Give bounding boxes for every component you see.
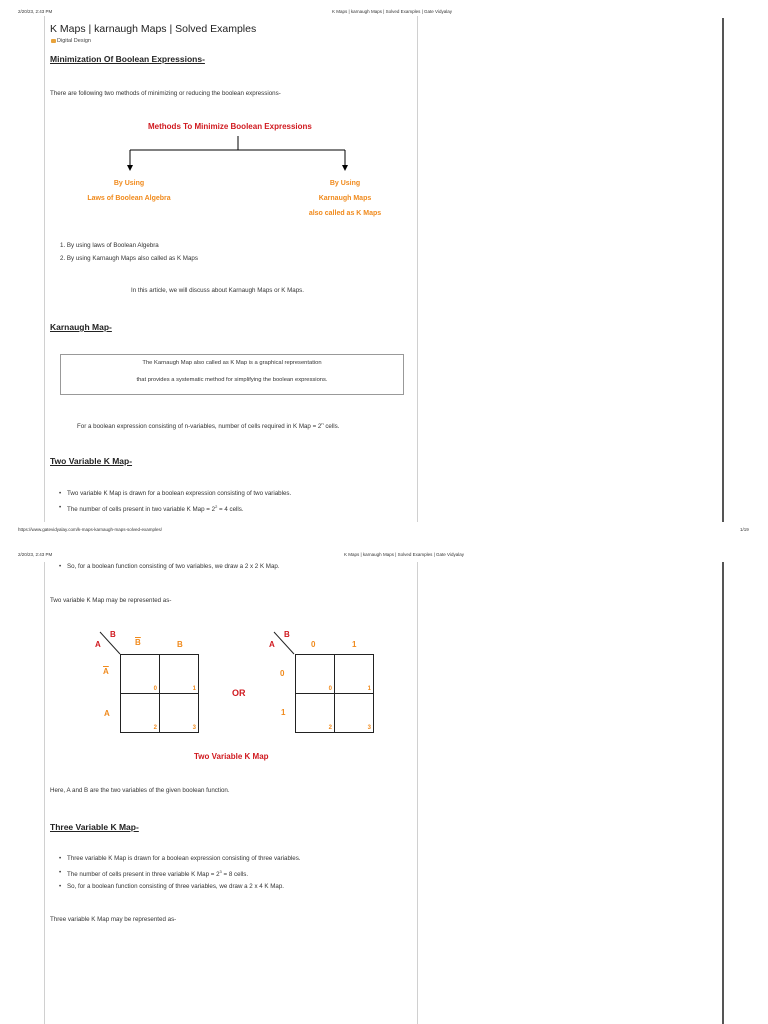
discuss-text: In this article, we will discuss about Karnaugh Maps or K Maps. [131, 287, 304, 294]
kmap-1-var-b: B [110, 630, 116, 639]
diagram-root: Methods To Minimize Boolean Expressions [148, 122, 312, 131]
two-var-bullet-2: • The number of cells present in two variable K Map = $2^2 = 4$ cells. [67, 504, 244, 513]
kmap-2-row-0: 0 [280, 669, 285, 678]
kmap-1-cell-2: 2 [120, 693, 160, 733]
page-gap [0, 536, 768, 548]
minimization-intro: There are following two methods of minimizing or reducing the boolean expressions- [50, 90, 281, 97]
two-var-bullet-1: • Two variable K Map is drawn for a boolean expression consisting of two variables. [67, 490, 291, 497]
methods-list-item: 2. By using Karnaugh Maps also called as K Maps [60, 255, 198, 262]
definition-line2: that provides a systematic method for simplifying the boolean expressions. [136, 377, 328, 383]
content-border-left-2 [44, 562, 45, 1024]
print-page-title: K Maps | karnaugh Maps | Solved Examples | Gate Vidyalay [332, 9, 452, 14]
kmap-or-label: OR [232, 688, 246, 698]
kmap-1-row-abar: $\overline{A}$ [103, 667, 109, 676]
methods-list [60, 239, 198, 265]
content-border-right-2 [417, 562, 418, 1024]
kmap-1-row-a: A [104, 709, 110, 718]
kmap-1-cell-3: 3 [159, 693, 199, 733]
cells-formula: For a boolean expression consisting of n-variables, number of cells required in K Map = $2^n$ cells. [77, 421, 340, 431]
article-title: K Maps | karnaugh Maps | Solved Examples [50, 23, 257, 35]
kmap-2-cell-0: 0 [295, 654, 335, 694]
kmap-2-var-b: B [284, 630, 290, 639]
kmap-1-cell-1: 1 [159, 654, 199, 694]
kmap-2-var-a: A [269, 640, 275, 649]
print-datetime-2: 2/20/23, 2:43 PM [18, 552, 53, 557]
diagram-right-line1: By Using [329, 180, 361, 187]
kmap-2-row-1: 1 [281, 708, 286, 717]
diagram-connectors [120, 134, 360, 174]
diagram-right-line2: Karnaugh Maps [318, 195, 372, 202]
section-heading-karnaugh-map: Karnaugh Map- [50, 322, 112, 332]
diagram-left-branch [80, 176, 178, 206]
kmap-2-cell-1: 1 [334, 654, 374, 694]
folder-icon [51, 39, 56, 43]
category-link[interactable] [51, 38, 91, 44]
definition-line1: The Karnaugh Map also called as K Map is a graphical representation [142, 360, 322, 366]
definition-box [60, 354, 404, 395]
ab-variables-note: Here, A and B are the two variables of the given boolean function. [50, 787, 230, 794]
kmap-2-col-0: 0 [311, 640, 316, 649]
two-var-representation: Two variable K Map may be represented as- [50, 597, 172, 604]
diagram-left-line2: Laws of Boolean Algebra [87, 195, 171, 202]
three-var-bullet-3: • So, for a boolean function consisting of three variables, we draw a 2 x 4 K Map. [67, 883, 284, 890]
section-heading-two-variable: Two Variable K Map- [50, 456, 133, 466]
content-border-left [44, 16, 45, 522]
print-datetime: 2/20/23, 2:43 PM [18, 9, 53, 14]
three-var-bullet-1: • Three variable K Map is drawn for a boolean expression consisting of three variables. [67, 855, 301, 862]
methods-list-item: 1. By using laws of Boolean Algebra [60, 242, 159, 249]
print-url: https://www.gatevidyalay.com/k-maps-karnaugh-maps-solved-examples/ [18, 527, 162, 532]
three-var-representation: Three variable K Map may be represented as- [50, 916, 177, 923]
content-border-right [417, 16, 418, 522]
kmap-caption: Two Variable K Map [194, 752, 269, 761]
kmap-2-col-1: 1 [352, 640, 357, 649]
section-heading-three-variable: Three Variable K Map- [50, 822, 139, 832]
kmap-1-var-a: A [95, 640, 101, 649]
two-var-bullet-3: • So, for a boolean function consisting of two variables, we draw a 2 x 2 K Map. [67, 563, 280, 570]
page-scroll-edge [722, 18, 724, 522]
kmap-2-cell-3: 3 [334, 693, 374, 733]
print-page-number: 1/19 [740, 527, 749, 532]
page-scroll-edge-2 [722, 562, 724, 1024]
kmap-1-col-b: B [177, 640, 183, 649]
section-heading-minimization: Minimization Of Boolean Expressions- [50, 54, 205, 64]
diagram-right-branch [296, 176, 394, 221]
kmap-1-cell-0: 0 [120, 654, 160, 694]
print-page-title-2: K Maps | karnaugh Maps | Solved Examples | Gate Vidyalay [344, 552, 464, 557]
diagram-left-line1: By Using [113, 180, 145, 187]
category-label: Digital Design [57, 38, 91, 44]
kmap-1-col-bbar: $\overline{B}$ [135, 638, 141, 647]
kmap-2-cell-2: 2 [295, 693, 335, 733]
three-var-bullet-2: • The number of cells present in three variable K Map = $2^3 = 8$ cells. [67, 869, 248, 878]
diagram-right-line3: also called as K Maps [308, 210, 382, 217]
